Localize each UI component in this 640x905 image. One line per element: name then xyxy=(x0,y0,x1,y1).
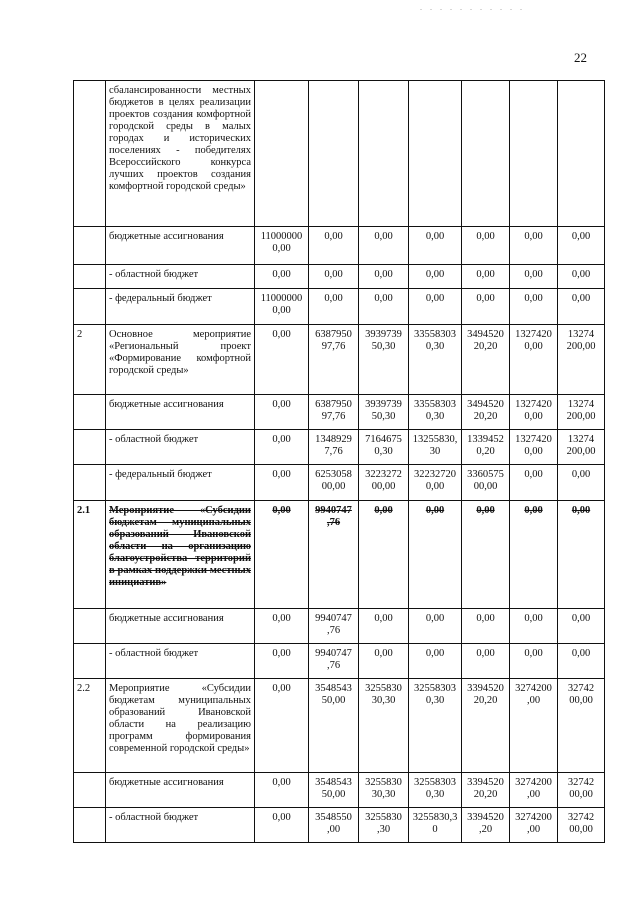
value-cell: 0,00 xyxy=(255,679,309,773)
value-cell: 3274200 ,00 xyxy=(510,808,558,843)
value-cell: 9940747 ,76 xyxy=(309,644,359,679)
value-cell: 0,00 xyxy=(558,465,605,501)
value-cell: 3255830 30,30 xyxy=(359,773,409,808)
table-row xyxy=(74,395,605,430)
value-cell: 32742 00,00 xyxy=(558,808,605,843)
value-cell xyxy=(309,81,359,227)
value-cell: 33558303 0,30 xyxy=(409,325,462,395)
table-row xyxy=(74,227,605,265)
value-cell: 3939739 50,30 xyxy=(359,325,409,395)
row-description: Мероприятие «Субсидии бюджетам муниципальных образований Ивановской области на организацию благоустройства территорий в рамках поддержки местных инициатив» xyxy=(106,501,255,609)
value-cell: 0,00 xyxy=(462,609,510,644)
budget-table xyxy=(73,80,605,843)
value-cell: 0,00 xyxy=(359,644,409,679)
table-row xyxy=(74,81,605,227)
table-row xyxy=(74,289,605,325)
value-cell: 11000000 0,00 xyxy=(255,289,309,325)
value-cell: 0,00 xyxy=(510,609,558,644)
value-cell: 1339452 0,20 xyxy=(462,430,510,465)
row-description: - областной бюджет xyxy=(106,808,255,843)
table-row xyxy=(74,325,605,395)
value-cell: 0,00 xyxy=(409,644,462,679)
value-cell: 1348929 7,76 xyxy=(309,430,359,465)
table-row xyxy=(74,808,605,843)
value-cell: 13274 200,00 xyxy=(558,395,605,430)
value-cell: 0,00 xyxy=(558,227,605,265)
value-cell: 3255830 ,30 xyxy=(359,808,409,843)
value-cell: 0,00 xyxy=(409,501,462,609)
value-cell: 3939739 50,30 xyxy=(359,395,409,430)
value-cell: 0,00 xyxy=(359,609,409,644)
value-cell: 0,00 xyxy=(510,644,558,679)
row-index xyxy=(74,808,106,843)
value-cell: 0,00 xyxy=(255,430,309,465)
value-cell: 0,00 xyxy=(359,501,409,609)
value-cell: 3494520 20,20 xyxy=(462,395,510,430)
value-cell: 0,00 xyxy=(309,265,359,289)
row-description: бюджетные ассигнования xyxy=(106,609,255,644)
row-index: 2.1 xyxy=(74,501,106,609)
value-cell: 0,00 xyxy=(558,289,605,325)
row-index xyxy=(74,773,106,808)
value-cell xyxy=(255,81,309,227)
value-cell: 13255830, 30 xyxy=(409,430,462,465)
table-row xyxy=(74,609,605,644)
table-row xyxy=(74,644,605,679)
value-cell: 1327420 0,00 xyxy=(510,325,558,395)
value-cell: 0,00 xyxy=(510,289,558,325)
scan-marks: . . . . . . . . . . . xyxy=(420,3,525,12)
row-description: - областной бюджет xyxy=(106,644,255,679)
value-cell xyxy=(510,81,558,227)
value-cell: 32742 00,00 xyxy=(558,679,605,773)
value-cell: 3548543 50,00 xyxy=(309,773,359,808)
value-cell: 0,00 xyxy=(462,289,510,325)
value-cell: 33558303 0,30 xyxy=(409,395,462,430)
value-cell xyxy=(558,81,605,227)
value-cell: 0,00 xyxy=(359,227,409,265)
value-cell: 0,00 xyxy=(558,265,605,289)
value-cell: 11000000 0,00 xyxy=(255,227,309,265)
value-cell: 0,00 xyxy=(255,773,309,808)
value-cell: 13274 200,00 xyxy=(558,430,605,465)
row-description: бюджетные ассигнования xyxy=(106,395,255,430)
table-row xyxy=(74,430,605,465)
row-description: - областной бюджет xyxy=(106,265,255,289)
value-cell: 7164675 0,30 xyxy=(359,430,409,465)
value-cell: 32558303 0,30 xyxy=(409,679,462,773)
value-cell: 0,00 xyxy=(462,501,510,609)
value-cell: 3223272 00,00 xyxy=(359,465,409,501)
table-row xyxy=(74,773,605,808)
value-cell: 3255830 30,30 xyxy=(359,679,409,773)
row-description: - областной бюджет xyxy=(106,430,255,465)
value-cell: 0,00 xyxy=(255,325,309,395)
value-cell xyxy=(409,81,462,227)
value-cell: 0,00 xyxy=(409,289,462,325)
value-cell: 3255830,3 0 xyxy=(409,808,462,843)
value-cell: 0,00 xyxy=(255,265,309,289)
row-index xyxy=(74,227,106,265)
value-cell: 3274200 ,00 xyxy=(510,773,558,808)
value-cell xyxy=(359,81,409,227)
row-description: Основное мероприятие «Региональный проект «Формирование комфортной городской среды» xyxy=(106,325,255,395)
row-index: 2 xyxy=(74,325,106,395)
row-index xyxy=(74,465,106,501)
row-description: - федеральный бюджет xyxy=(106,465,255,501)
value-cell: 0,00 xyxy=(462,265,510,289)
row-index xyxy=(74,644,106,679)
table-row xyxy=(74,501,605,609)
value-cell: 9940747 ,76 xyxy=(309,501,359,609)
value-cell: 0,00 xyxy=(359,289,409,325)
value-cell: 1327420 0,00 xyxy=(510,395,558,430)
row-description: бюджетные ассигнования xyxy=(106,773,255,808)
value-cell: 0,00 xyxy=(462,644,510,679)
value-cell: 0,00 xyxy=(510,265,558,289)
value-cell: 9940747 ,76 xyxy=(309,609,359,644)
value-cell: 0,00 xyxy=(309,289,359,325)
value-cell: 0,00 xyxy=(409,609,462,644)
row-description: Мероприятие «Субсидии бюджетам муниципальных образований Ивановской области на реализацию программ формирования современной городской среды» xyxy=(106,679,255,773)
table-row xyxy=(74,265,605,289)
value-cell: 3394520 20,20 xyxy=(462,773,510,808)
value-cell: 3548543 50,00 xyxy=(309,679,359,773)
value-cell: 0,00 xyxy=(359,265,409,289)
value-cell: 0,00 xyxy=(558,644,605,679)
value-cell: 0,00 xyxy=(409,265,462,289)
value-cell: 13274 200,00 xyxy=(558,325,605,395)
page-number: 22 xyxy=(574,50,587,65)
value-cell: 0,00 xyxy=(558,501,605,609)
value-cell: 32232720 0,00 xyxy=(409,465,462,501)
value-cell: 32742 00,00 xyxy=(558,773,605,808)
value-cell: 3494520 20,20 xyxy=(462,325,510,395)
value-cell: 6387950 97,76 xyxy=(309,395,359,430)
table-row xyxy=(74,679,605,773)
row-index xyxy=(74,609,106,644)
value-cell: 0,00 xyxy=(409,227,462,265)
value-cell: 6253058 00,00 xyxy=(309,465,359,501)
value-cell: 0,00 xyxy=(510,227,558,265)
value-cell: 6387950 97,76 xyxy=(309,325,359,395)
value-cell: 0,00 xyxy=(255,808,309,843)
value-cell: 0,00 xyxy=(510,501,558,609)
value-cell: 3360575 00,00 xyxy=(462,465,510,501)
value-cell: 3394520 ,20 xyxy=(462,808,510,843)
value-cell: 0,00 xyxy=(309,227,359,265)
value-cell: 3548550 ,00 xyxy=(309,808,359,843)
row-description: - федеральный бюджет xyxy=(106,289,255,325)
value-cell: 1327420 0,00 xyxy=(510,430,558,465)
value-cell: 32558303 0,30 xyxy=(409,773,462,808)
value-cell: 0,00 xyxy=(255,644,309,679)
row-index xyxy=(74,289,106,325)
value-cell: 0,00 xyxy=(510,465,558,501)
value-cell: 0,00 xyxy=(255,465,309,501)
row-description: бюджетные ассигнования xyxy=(106,227,255,265)
row-index: 2.2 xyxy=(74,679,106,773)
value-cell: 3394520 20,20 xyxy=(462,679,510,773)
row-index xyxy=(74,430,106,465)
row-description: сбалансированности местных бюджетов в целях реализации проектов создания комфортной городской среды в малых городах и исторических поселениях - победителях Всероссийского конкурса лучших проектов создания комфортной городской среды» xyxy=(106,81,255,227)
value-cell: 0,00 xyxy=(462,227,510,265)
table-row xyxy=(74,465,605,501)
value-cell: 0,00 xyxy=(558,609,605,644)
row-index xyxy=(74,81,106,227)
value-cell: 0,00 xyxy=(255,501,309,609)
row-index xyxy=(74,265,106,289)
value-cell xyxy=(462,81,510,227)
value-cell: 0,00 xyxy=(255,395,309,430)
row-index xyxy=(74,395,106,430)
value-cell: 0,00 xyxy=(255,609,309,644)
value-cell: 3274200 ,00 xyxy=(510,679,558,773)
